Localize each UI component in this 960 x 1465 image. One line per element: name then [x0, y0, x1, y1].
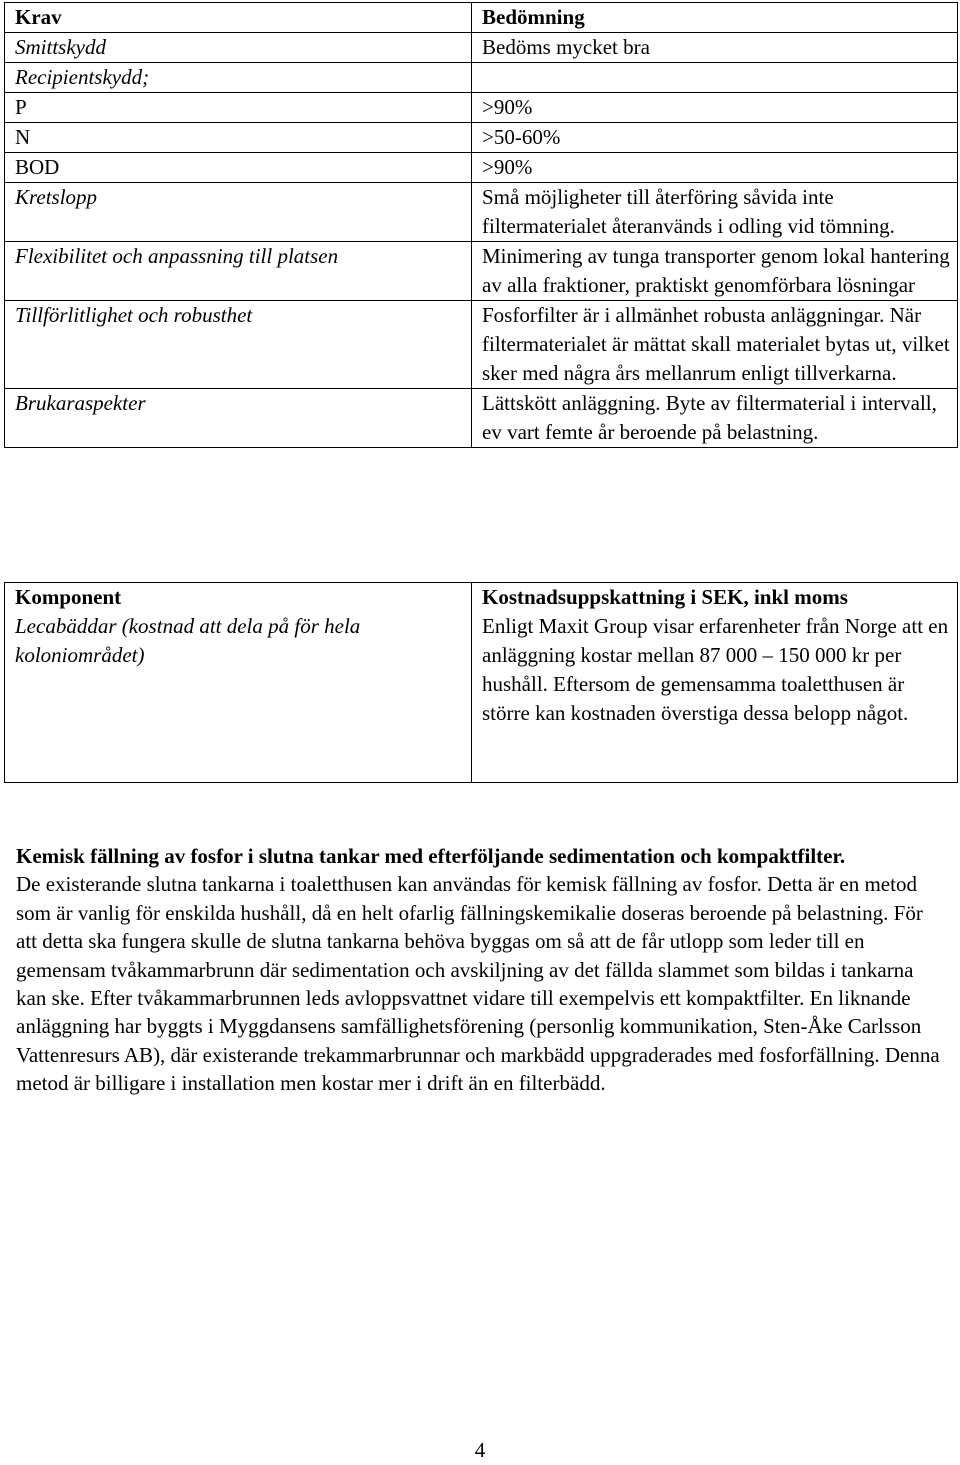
- krav-cell: Kretslopp: [5, 183, 472, 242]
- table-row: [5, 123, 958, 153]
- bedomning-cell: Lättskött anläggning. Byte av filtermaterial i intervall, ev vart femte år beroende på belastning.: [472, 389, 958, 448]
- header-komponent: Komponent: [15, 585, 122, 609]
- bedomning-cell: [472, 63, 958, 93]
- header-krav: Krav: [5, 3, 472, 33]
- table-header-row: [5, 3, 958, 33]
- assessment-table: [4, 2, 958, 448]
- bedomning-cell: Minimering av tunga transporter genom lokal hantering av alla fraktioner, praktiskt genomförbara lösningar: [472, 242, 958, 301]
- section-text: [16, 842, 946, 1098]
- krav-cell: Recipientskydd;: [5, 63, 472, 93]
- bedomning-cell: Fosforfilter är i allmänhet robusta anläggningar. När filtermaterialet är mättat skall materialet bytas ut, vilket sker med några års mellanrum enligt tillverkarna.: [472, 301, 958, 389]
- komponent-text: Lecabäddar (kostnad att dela på för hela koloniområdet): [15, 614, 361, 667]
- cost-table: [4, 582, 958, 783]
- komponent-cell: [5, 583, 472, 783]
- krav-cell: Brukaraspekter: [5, 389, 472, 448]
- bedomning-cell: Små möjligheter till återföring såvida inte filtermaterialet återanvänds i odling vid tömning.: [472, 183, 958, 242]
- header-bedomning: Bedömning: [472, 3, 958, 33]
- table-row: [5, 389, 958, 448]
- krav-cell: P: [5, 93, 472, 123]
- section-heading: Kemisk fällning av fosfor i slutna tankar med efterföljande sedimentation och kompaktfilter.: [16, 844, 846, 868]
- table-row: [5, 63, 958, 93]
- kostnad-cell: [472, 583, 958, 783]
- bedomning-cell: >90%: [472, 153, 958, 183]
- table-row: [5, 93, 958, 123]
- table-row: [5, 301, 958, 389]
- section-body: De existerande slutna tankarna i toaletthusen kan användas för kemisk fällning av fosfor. Detta är en metod som är vanlig för enskilda hushåll, då en helt ofarlig fällningskemikalie doseras beroende på belastning. För att detta ska fungera skulle de slutna tankarna behöva byggas om så att de får utlopp som leder till en gemensam tvåkammarbrunn där sedimentation och avskiljning av det fällda slammet som bildas i tankarna kan ske. Efter tvåkammarbrunnen leds avloppsvattnet vidare till exempelvis ett kompaktfilter. En liknande anläggning har byggts i Myggdansens samfällighetsförening (personlig kommunikation, Sten-Åke Carlsson Vattenresurs AB), där existerande trekammarbrunnar och markbädd uppgraderades med fosforfällning. Denna metod är billigare i installation men kostar mer i drift än en filterbädd.: [16, 872, 940, 1096]
- table-row: [5, 583, 958, 783]
- table-row: [5, 183, 958, 242]
- krav-cell: Flexibilitet och anpassning till platsen: [5, 242, 472, 301]
- bedomning-cell: Bedöms mycket bra: [472, 33, 958, 63]
- header-kostnad: Kostnadsuppskattning i SEK, inkl moms: [482, 585, 848, 609]
- krav-cell: BOD: [5, 153, 472, 183]
- krav-cell: N: [5, 123, 472, 153]
- table-row: [5, 153, 958, 183]
- bedomning-cell: >50-60%: [472, 123, 958, 153]
- page-number: 4: [474, 1438, 486, 1462]
- krav-cell: Tillförlitlighet och robusthet: [5, 301, 472, 389]
- krav-cell: Smittskydd: [5, 33, 472, 63]
- table-row: [5, 242, 958, 301]
- bedomning-cell: >90%: [472, 93, 958, 123]
- table-row: [5, 33, 958, 63]
- kostnad-text: Enligt Maxit Group visar erfarenheter från Norge att en anläggning kostar mellan 87 000 – 150 000 kr per hushåll. Eftersom de gemensamma toaletthusen är större kan kostnaden överstiga dessa belopp något.: [482, 614, 949, 725]
